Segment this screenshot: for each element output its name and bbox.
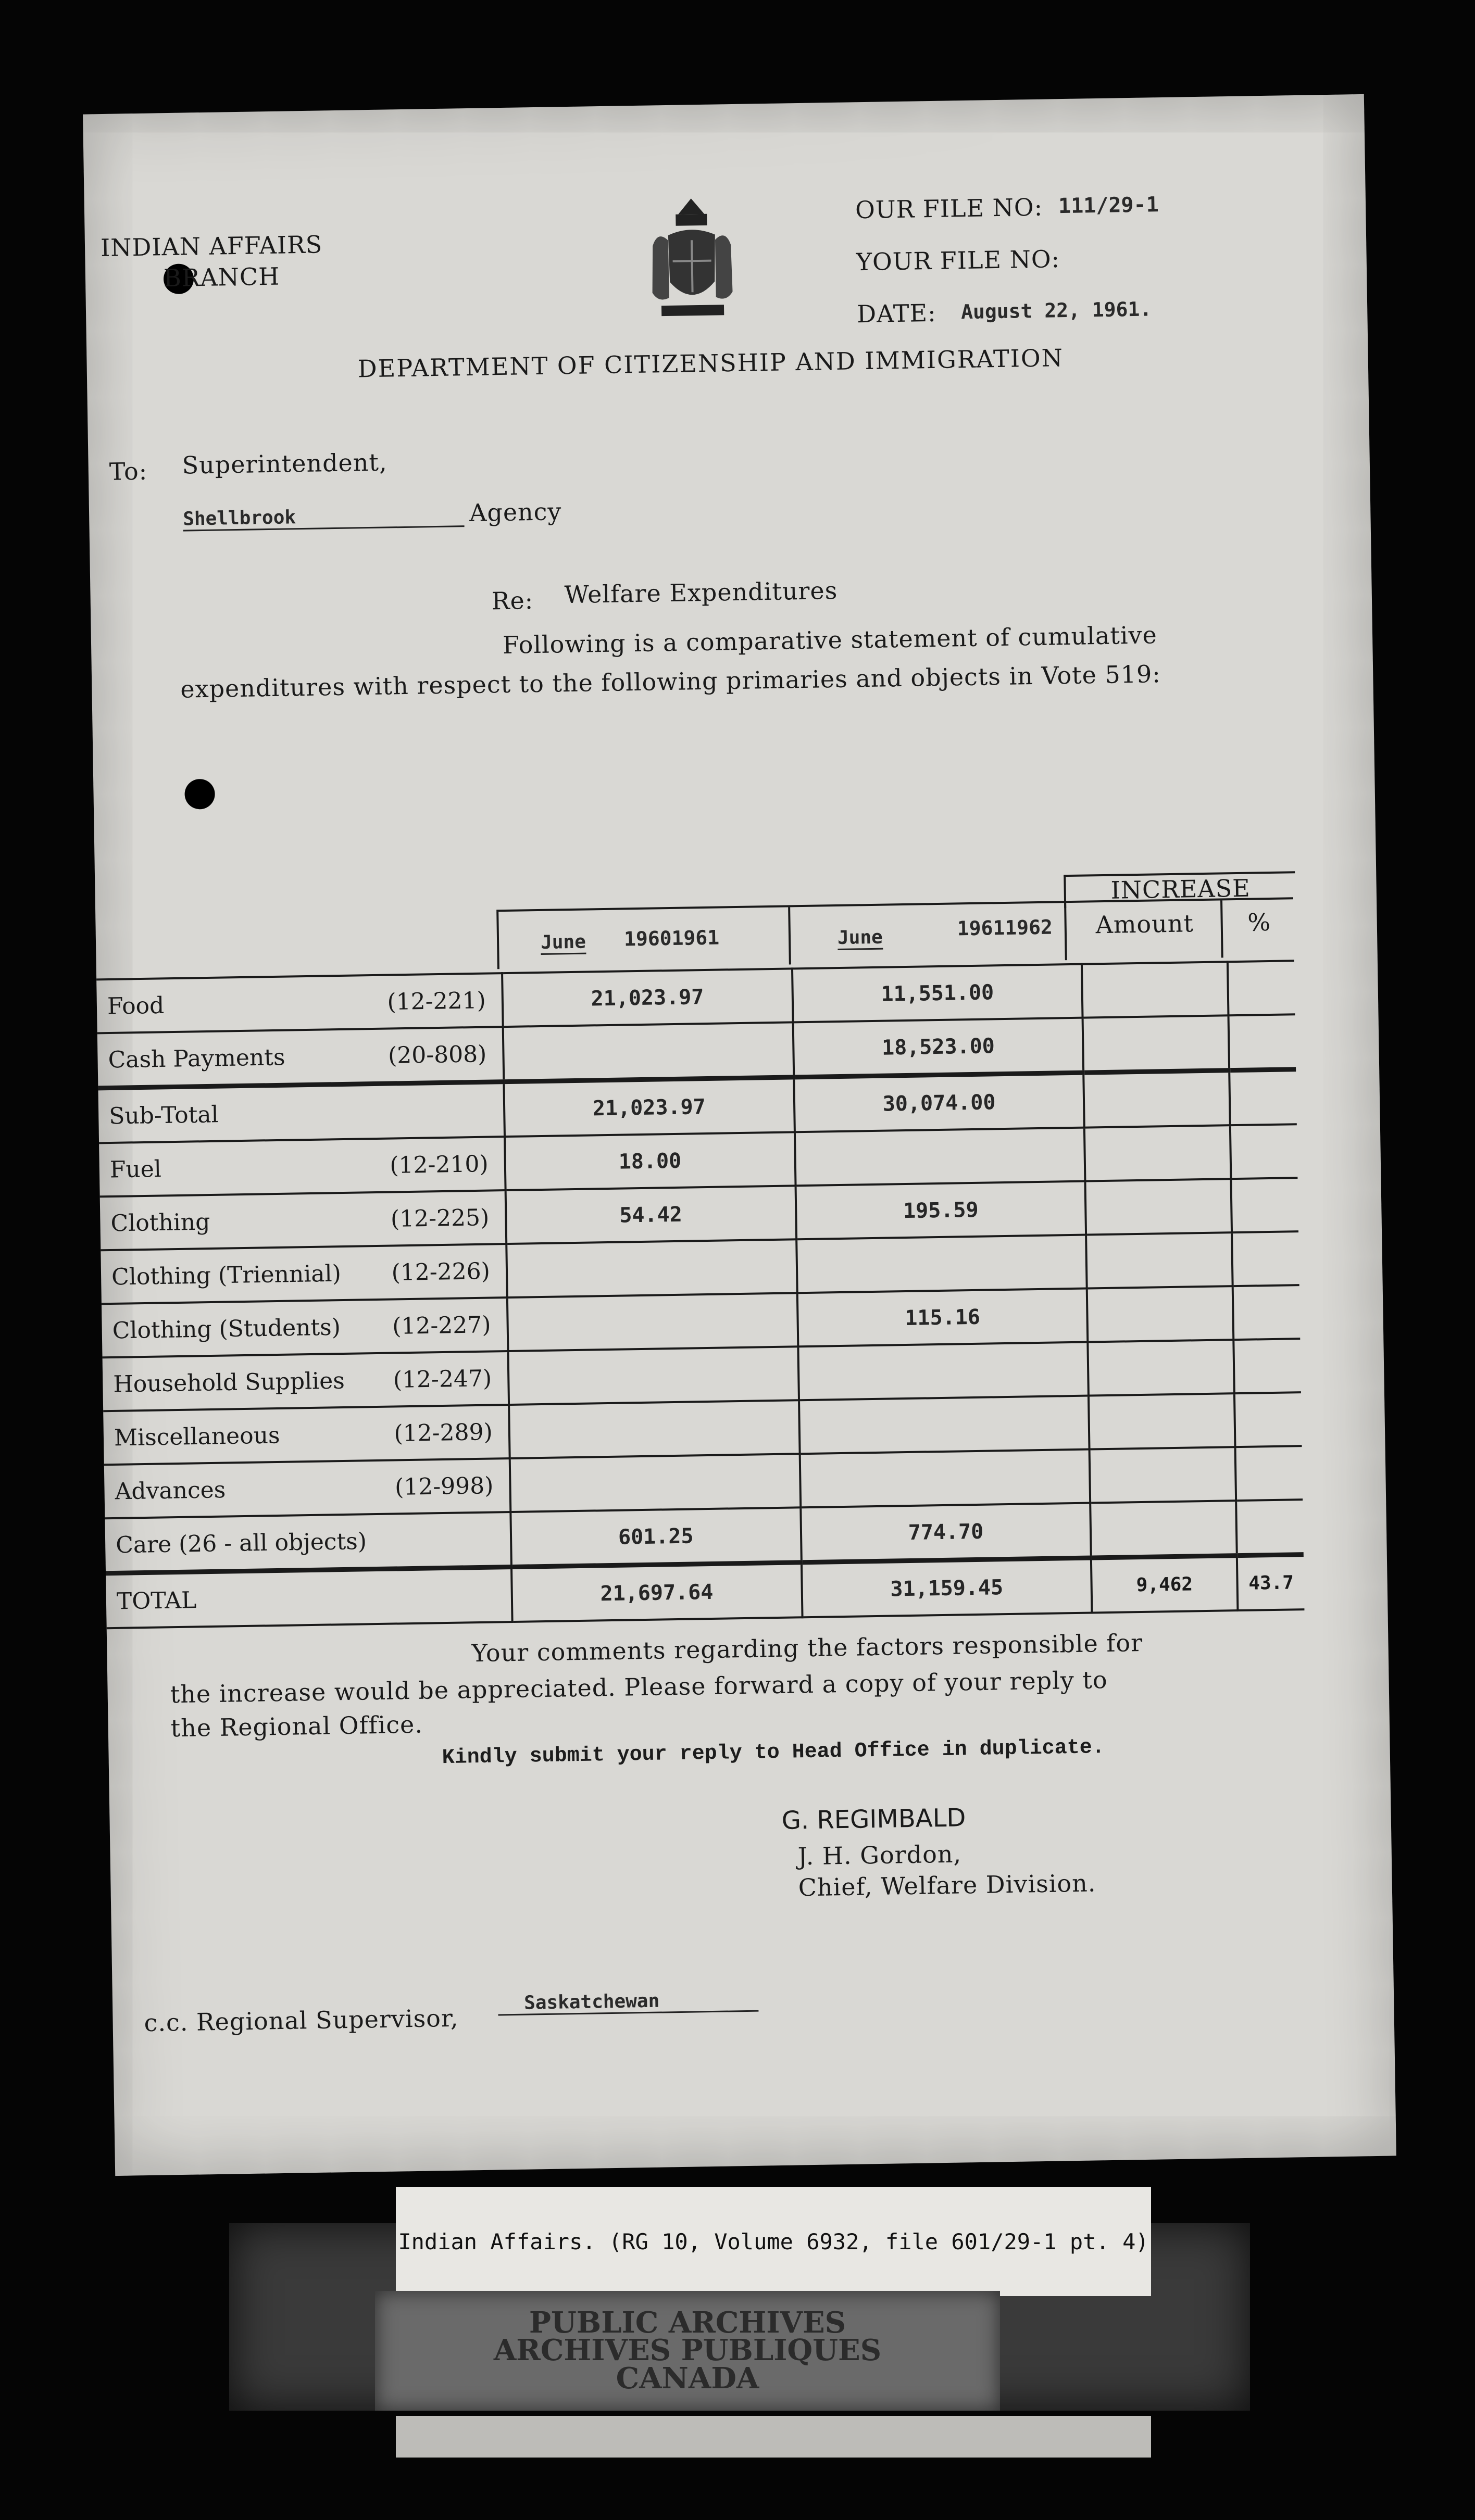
row-name: Cash Payments xyxy=(108,1043,285,1074)
signer-stamp: G. REGIMBALD xyxy=(781,1803,966,1835)
value-1960-61-cell: 21,023.97 xyxy=(504,1077,794,1137)
re-label: Re: xyxy=(491,586,534,615)
archive-stamp-line-1: PUBLIC ARCHIVES xyxy=(529,2305,846,2340)
cc-label: c.c. Regional Supervisor, xyxy=(144,2004,459,2037)
intro-line-1: Following is a comparative statement of cumulative xyxy=(502,621,1158,660)
row-name: Household Supplies xyxy=(113,1367,345,1397)
increase-amount-cell xyxy=(1085,1179,1232,1234)
col1-month: June xyxy=(541,931,586,955)
row-code: (12-998) xyxy=(394,1472,494,1501)
value-1960-61-cell xyxy=(503,1022,793,1081)
archive-reference: Indian Affairs. (RG 10, Volume 6932, file 601/29-1 pt. 4) xyxy=(398,2228,1149,2254)
row-name: TOTAL xyxy=(116,1586,197,1615)
agency-name: Shellbrook xyxy=(183,504,465,531)
row-label-cell xyxy=(106,1567,512,1628)
our-file-label: OUR FILE NO: xyxy=(855,193,1043,224)
value-1960-61-cell: 21,023.97 xyxy=(502,968,793,1027)
row-code: (12-226) xyxy=(391,1257,491,1286)
increase-percent-cell: 43.7 xyxy=(1237,1555,1305,1610)
amount-header xyxy=(1064,900,1223,960)
binder-hole-middle xyxy=(184,779,215,810)
column-header-row xyxy=(496,897,1294,969)
col1-header xyxy=(496,907,789,969)
row-label-cell xyxy=(104,1458,510,1518)
cc-value: Saskatchewan xyxy=(498,1989,759,2016)
our-file-value: 111/29-1 xyxy=(1058,193,1159,219)
coat-of-arms-emblem xyxy=(647,193,738,330)
agency-line xyxy=(183,504,465,539)
expenditure-table xyxy=(96,960,1304,1629)
signer-title: Chief, Welfare Division. xyxy=(798,1869,1096,1902)
value-1960-61-cell: 18.00 xyxy=(505,1132,795,1190)
col2-header xyxy=(788,903,1070,964)
value-1961-62-cell: 11,551.00 xyxy=(792,964,1083,1023)
increase-amount-cell xyxy=(1084,1125,1231,1181)
row-code: (12-210) xyxy=(390,1150,489,1179)
increase-percent-cell xyxy=(1233,1285,1301,1340)
increase-percent-cell xyxy=(1234,1392,1302,1447)
percent-header-label: % xyxy=(1247,908,1271,937)
increase-amount-cell xyxy=(1088,1340,1234,1395)
value-1961-62-cell: 115.16 xyxy=(797,1289,1088,1347)
value-1961-62-cell: 195.59 xyxy=(795,1181,1086,1240)
expenditure-table-body xyxy=(96,961,1304,1628)
increase-amount-cell xyxy=(1082,962,1228,1017)
row-label-cell xyxy=(99,1137,505,1196)
value-1961-62-cell xyxy=(798,1342,1089,1401)
amount-header-label: Amount xyxy=(1095,909,1194,939)
row-label-cell xyxy=(100,1190,506,1250)
increase-amount-cell xyxy=(1089,1393,1235,1449)
increase-percent-cell xyxy=(1235,1446,1303,1501)
row-label-cell xyxy=(102,1297,508,1357)
row-name: Clothing xyxy=(110,1208,210,1237)
intro-line-2: expenditures with respect to the following primaries and objects in Vote 519: xyxy=(180,660,1161,703)
letter-page xyxy=(83,94,1396,2176)
increase-amount-cell xyxy=(1086,1232,1233,1288)
increase-percent-cell xyxy=(1233,1339,1301,1393)
row-name: Food xyxy=(107,992,165,1020)
re-value: Welfare Expenditures xyxy=(564,576,838,609)
comments-line-1: Your comments regarding the factors responsible for xyxy=(471,1628,1143,1668)
row-code: (12-221) xyxy=(387,987,486,1015)
row-label-cell xyxy=(103,1405,509,1465)
value-1961-62-cell xyxy=(799,1450,1090,1508)
value-1961-62-cell xyxy=(799,1396,1090,1454)
value-1960-61-cell xyxy=(509,1400,799,1458)
your-file-label: YOUR FILE NO: xyxy=(856,245,1060,276)
percent-header xyxy=(1220,899,1296,957)
row-code: (12-289) xyxy=(394,1418,493,1447)
value-1961-62-cell: 31,159.45 xyxy=(802,1558,1092,1617)
date-label: DATE: xyxy=(856,298,937,329)
value-1960-61-cell: 21,697.64 xyxy=(511,1563,802,1622)
increase-amount-cell xyxy=(1091,1501,1237,1558)
value-1961-62-cell: 774.70 xyxy=(801,1503,1091,1563)
value-1960-61-cell xyxy=(506,1239,797,1297)
typed-instruction: Kindly submit your reply to Head Office in duplicate. xyxy=(442,1736,1105,1770)
value-1960-61-cell: 601.25 xyxy=(510,1507,801,1567)
row-code: (12-247) xyxy=(393,1365,492,1393)
increase-amount-cell xyxy=(1087,1286,1233,1342)
increase-percent-cell xyxy=(1228,1014,1296,1070)
agency-label: Agency xyxy=(469,497,562,527)
increase-header-label: INCREASE xyxy=(1110,874,1251,904)
archive-stamp-line-2: ARCHIVES PUBLIQUES xyxy=(493,2333,882,2368)
to-label: To: xyxy=(109,457,148,486)
department-title: DEPARTMENT OF CITIZENSHIP AND IMMIGRATION xyxy=(357,344,1064,383)
increase-amount-cell xyxy=(1083,1015,1229,1073)
to-value: Superintendent, xyxy=(182,448,388,480)
branch-line-2: BRANCH xyxy=(163,262,280,293)
col2-month: June xyxy=(838,927,883,950)
value-1961-62-cell xyxy=(795,1128,1085,1186)
row-label-cell xyxy=(101,1244,507,1304)
value-1960-61-cell xyxy=(507,1293,798,1351)
archive-reference-slip xyxy=(396,2187,1151,2296)
row-label-cell xyxy=(96,973,503,1033)
row-name: Fuel xyxy=(109,1155,162,1183)
row-name: Clothing (Triennial) xyxy=(111,1260,342,1290)
value-1961-62-cell xyxy=(796,1235,1087,1293)
value-1960-61-cell xyxy=(509,1454,800,1512)
value-1961-62-cell: 18,523.00 xyxy=(793,1018,1083,1077)
increase-percent-cell xyxy=(1228,961,1295,1015)
branch-line-1: INDIAN AFFAIRS xyxy=(100,230,323,262)
row-label-cell xyxy=(98,1082,504,1143)
increase-percent-cell xyxy=(1230,1124,1298,1179)
row-label-cell xyxy=(97,1027,504,1088)
increase-percent-cell xyxy=(1232,1231,1299,1286)
row-name: Clothing (Students) xyxy=(112,1314,341,1344)
row-label-cell xyxy=(103,1351,509,1411)
value-1960-61-cell xyxy=(508,1346,798,1405)
comments-line-2: the increase would be appreciated. Please forward a copy of your reply to xyxy=(170,1666,1108,1709)
comments-line-3: the Regional Office. xyxy=(170,1710,423,1743)
increase-amount-cell: 9,462 xyxy=(1091,1556,1238,1613)
archive-stamp-line-3: CANADA xyxy=(616,2361,759,2396)
date-value: August 22, 1961. xyxy=(960,297,1152,324)
row-code: (20-808) xyxy=(388,1040,487,1069)
increase-percent-cell xyxy=(1236,1500,1304,1555)
row-name: Advances xyxy=(115,1476,226,1505)
row-name: Care (26 - all objects) xyxy=(115,1528,367,1558)
increase-amount-cell xyxy=(1090,1447,1236,1503)
row-name: Miscellaneous xyxy=(114,1421,280,1451)
row-label-cell xyxy=(105,1512,511,1573)
row-code: (12-225) xyxy=(390,1204,490,1232)
increase-amount-cell xyxy=(1084,1070,1230,1128)
cc-line xyxy=(498,1989,759,2016)
row-code: (12-227) xyxy=(392,1311,491,1340)
increase-percent-cell xyxy=(1229,1069,1297,1125)
signer-name: J. H. Gordon, xyxy=(797,1839,962,1871)
value-1961-62-cell: 30,074.00 xyxy=(794,1073,1084,1132)
archive-bottom-strip xyxy=(396,2416,1151,2458)
value-1960-61-cell: 54.42 xyxy=(505,1186,796,1244)
col2-year: 19611962 xyxy=(957,915,1053,940)
row-name: Sub-Total xyxy=(108,1101,219,1130)
col1-year: 19601961 xyxy=(623,926,720,951)
archive-stamp xyxy=(375,2291,1000,2411)
increase-percent-cell xyxy=(1231,1178,1298,1232)
